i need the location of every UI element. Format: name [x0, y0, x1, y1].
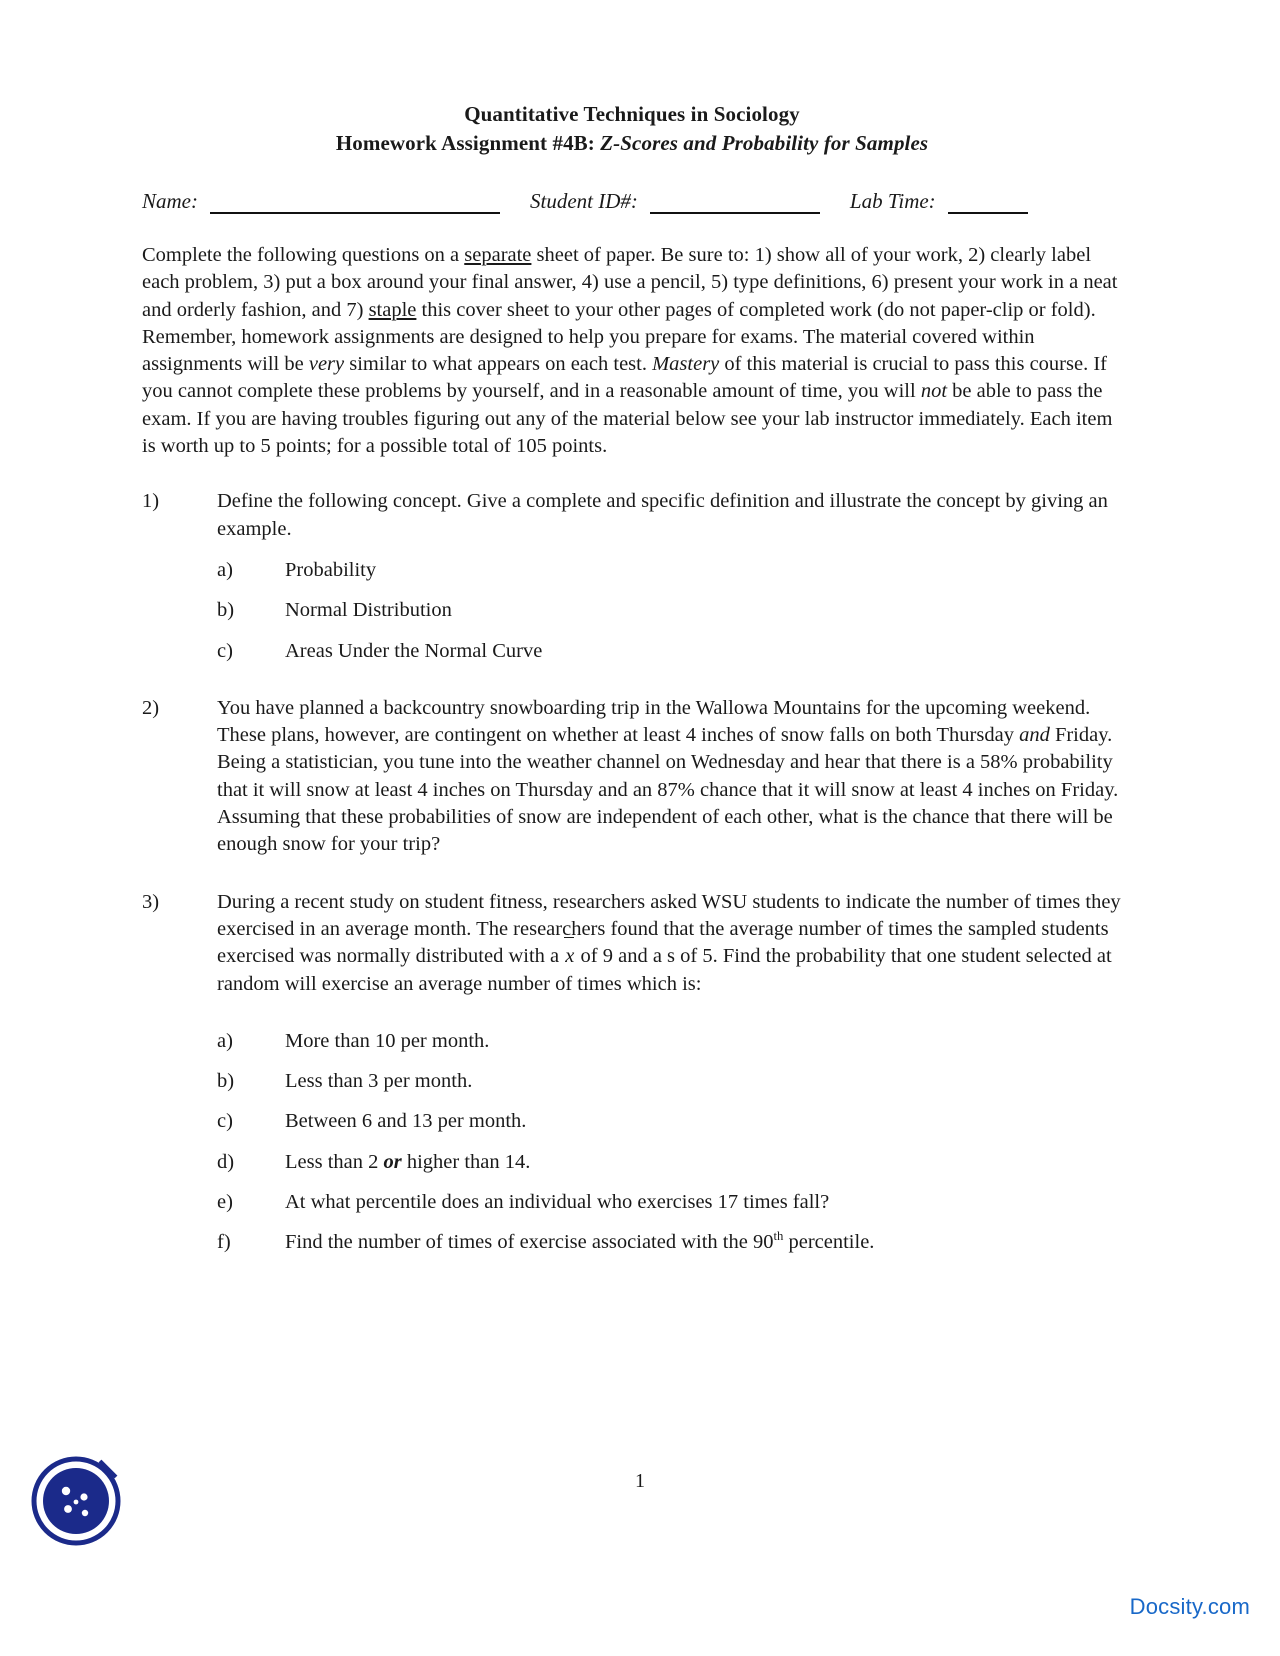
assignment-label: Homework Assignment #4B: — [335, 131, 595, 155]
question-1-number: 1) — [142, 490, 160, 513]
subitem-text: Normal Distribution — [285, 599, 452, 622]
question-1-text: Define the following concept. Give a complete and specific definition and illustrate the concept by giving an example. — [217, 490, 1108, 540]
subitem-letter: b) — [217, 599, 235, 622]
course-title: Quantitative Techniques in Sociology — [464, 102, 800, 126]
question-3 — [142, 889, 1122, 1257]
intro-underline-separate: separate — [464, 244, 532, 266]
question-2-body — [217, 695, 1122, 859]
question-2-number: 2) — [142, 696, 160, 719]
list-item — [217, 1028, 1122, 1055]
subitem-text: Less than 3 per month. — [285, 1070, 473, 1093]
assignment-title-line — [142, 129, 1122, 158]
list-item — [217, 1189, 1122, 1216]
subitem-letter: c) — [217, 1110, 233, 1133]
question-2 — [142, 695, 1122, 859]
question-2-text-1: You have planned a backcountry snowboarding trip in the Wallowa Mountains for the upcoming weekend. These plans, however, are contingent on whether at least 4 inches of snow falls on both Thursday — [217, 696, 1091, 747]
subitem-text: Probability — [285, 558, 377, 581]
subitem-text — [285, 1149, 1122, 1176]
subitem-text — [285, 1229, 1122, 1256]
subitem-letter: e) — [217, 1191, 233, 1214]
question-3-number: 3) — [142, 890, 160, 913]
question-3-body — [217, 889, 1122, 1257]
docsity-cookie-logo — [30, 1455, 122, 1547]
question-3-stem — [217, 889, 1122, 998]
student-info-row — [142, 189, 1122, 214]
subitem-letter: c) — [217, 639, 233, 662]
instructions-paragraph — [142, 242, 1122, 460]
subitem-letter: d) — [217, 1150, 235, 1173]
list-item — [217, 638, 1122, 665]
student-id-label: Student ID#: — [530, 189, 638, 213]
subitem-letter: a) — [217, 558, 233, 581]
subitem-text-pre: Less than 2 — [285, 1150, 384, 1173]
list-item — [217, 557, 1122, 584]
name-label: Name: — [142, 189, 198, 213]
subitem-text: Areas Under the Normal Curve — [285, 639, 543, 662]
page-title — [142, 100, 1122, 158]
question-2-italic-and: and — [1019, 724, 1050, 747]
intro-italic-not: not — [920, 380, 948, 403]
intro-text-1: Complete the following questions on a — [142, 244, 465, 266]
subitem-letter: a) — [217, 1029, 233, 1052]
page-content — [142, 100, 1122, 1257]
list-item — [217, 1068, 1122, 1095]
student-id-input[interactable] — [650, 196, 820, 214]
question-2-text-2: Friday. Being a statistician, you tune into the weather channel on Wednesday and hear that there is a 58% probability that it will snow at least 4 inches on Thursday and an 87% chance that it will snow at least 4 inches on Friday. Assuming that these probabilities of snow are independent of each other, what is the chance that there will be enough snow for your trip? — [217, 724, 1119, 856]
question-1-subitems — [217, 557, 1122, 665]
name-input[interactable] — [210, 196, 500, 214]
subitem-text-pre: Find the number of times of exercise associated with the 90 — [285, 1231, 774, 1254]
lab-time-input[interactable] — [948, 196, 1028, 214]
subitem-italic-or: or — [383, 1150, 402, 1173]
ordinal-suffix: th — [773, 1229, 784, 1244]
x-bar-symbol: x — [564, 943, 575, 970]
subitem-text-post: percentile. — [783, 1231, 875, 1254]
intro-text-2: sheet of paper. Be sure to: 1) show all of your work, 2) clearly label each problem, 3) put a box around your final answer, 4) use a pencil, 5) type definitions, 6) present your work in a neat and orderly fashion, and 7) — [142, 244, 1118, 321]
docsity-brand-text: Docsity.com — [1129, 1594, 1250, 1619]
question-3-subitems — [217, 1028, 1122, 1257]
intro-text-5: of this material is crucial to pass this course. If you cannot complete these problems by yourself, and in a reasonable amount of time, you will — [142, 353, 1107, 403]
subitem-letter: f) — [217, 1231, 231, 1254]
question-3-text-1: During a recent study on student fitness, researchers asked WSU students to indicate the number of times they exercised in an average month. The researchers found that the average number of times the sampled students exercised was normally distributed with a — [217, 890, 1121, 968]
list-item — [217, 597, 1122, 624]
list-item — [217, 1108, 1122, 1135]
intro-text-3: this cover sheet to your other pages of completed work (do not paper-clip or fold). Remember, homework assignments are designed to help you prepare for exams. The material covered within assignments will be — [142, 298, 1096, 376]
subitem-text-post: higher than 14. — [401, 1150, 531, 1173]
question-1 — [142, 488, 1122, 664]
question-3-text-2: of 9 and a s of 5. Find the probability that one student selected at random will exercise an average number of times which is: — [217, 945, 1112, 995]
intro-text-6: be able to pass the exam. If you are having troubles figuring out any of the material below see your lab instructor immediately. Each item is worth up to 5 points; for a possible total of 105 points. — [142, 380, 1113, 458]
subitem-letter: b) — [217, 1070, 235, 1093]
lab-time-label: Lab Time: — [849, 189, 936, 213]
question-1-body — [217, 488, 1122, 664]
subitem-text: Between 6 and 13 per month. — [285, 1110, 527, 1133]
intro-italic-very: very — [308, 353, 345, 376]
list-item — [217, 1149, 1122, 1176]
list-item — [217, 1229, 1122, 1256]
page-number: 1 — [635, 1470, 645, 1492]
intro-underline-staple: staple — [368, 298, 417, 321]
intro-italic-mastery: Mastery — [652, 353, 720, 376]
intro-text-4: similar to what appears on each test. — [344, 353, 653, 376]
subitem-text: At what percentile does an individual who exercises 17 times fall? — [285, 1191, 830, 1214]
subitem-text: More than 10 per month. — [285, 1029, 490, 1052]
assignment-subtitle: Z-Scores and Probability for Samples — [600, 131, 929, 155]
